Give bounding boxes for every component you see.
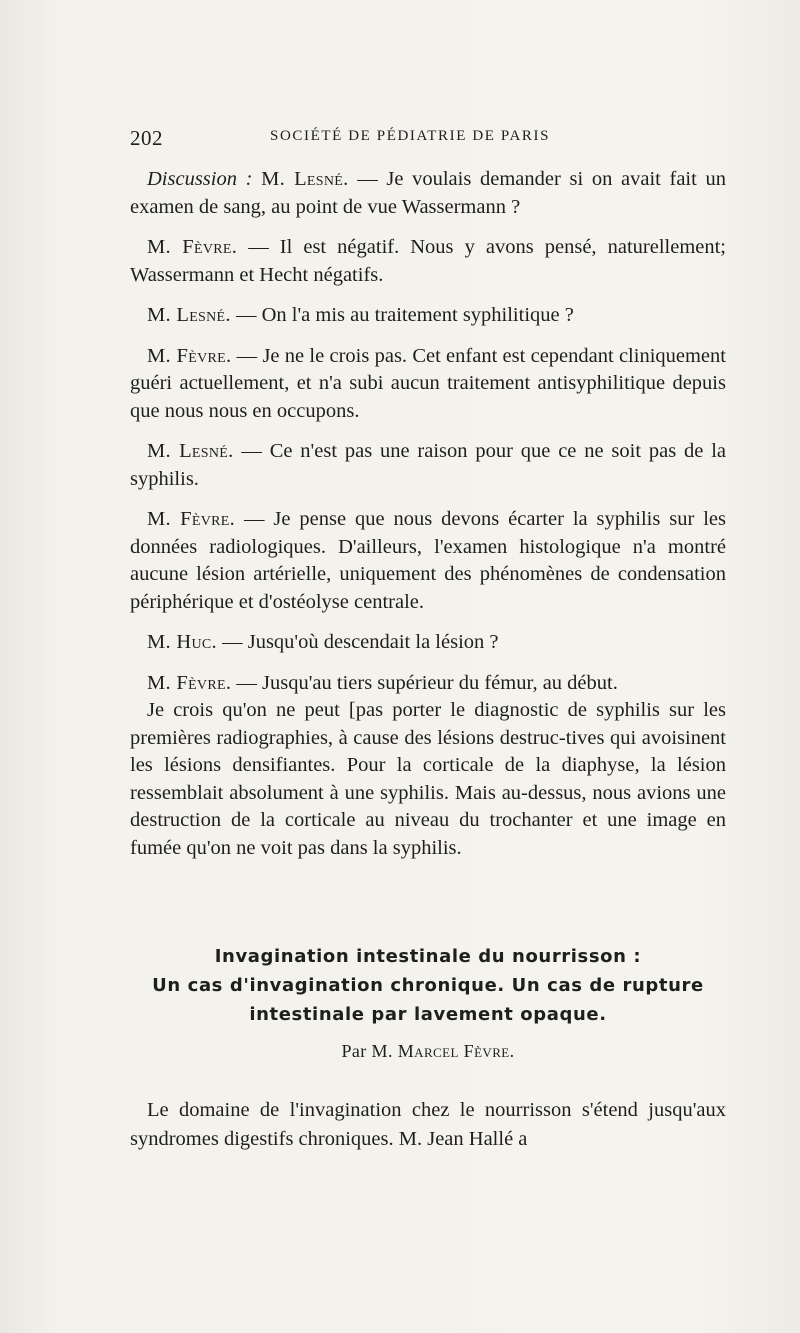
discussion-paragraph [130,670,726,698]
paragraph-text: Je crois qu'on ne peut [pas porter le diagnostic de syphilis sur les premières radiographies, à cause des lésions destruc-tives qui avoisinent les lésions densifiantes. Pour la corticale de la diaphyse, la lésion ressemblait absolument à une syphilis. Mais au-dessus, nous avions une destruction de la corticale au niveau du trochanter et une image en fumée qu'on ne voit pas dans la syphilis. [130,699,726,859]
discussion-paragraph [130,234,726,289]
paragraph-text: — Je voulais demander si on avait fait un examen de sang, au point de vue Wassermann ? [130,168,726,218]
speaker-name: M. Lesné. [261,168,349,190]
page-header [130,126,726,156]
discussion-label: Discussion : [147,168,253,190]
speaker-name: M. Huc. [147,631,217,653]
discussion-paragraph [130,343,726,426]
speaker-name: M. Fèvre. [147,671,232,694]
paragraph-text: — Je pense que nous devons écarter la syphilis sur les données radiologiques. D'ailleurs, l'examen histologique n'a montré aucune lésion artérielle, uniquement des phénomènes de condensation périphérique et d'ostéolyse centrale. [130,508,726,613]
author-prefix: Par M. [341,1041,398,1061]
article-title-line: Un cas d'invagination chronique. Un cas de rupture [152,975,704,996]
paragraph-text: — Jusqu'au tiers supérieur du fémur, au début. [231,671,618,694]
discussion-paragraph [130,697,726,862]
discussion-section [130,166,726,862]
article-title [130,942,726,1029]
author-name: Marcel Fèvre. [397,1041,515,1061]
article-author [130,1041,726,1062]
discussion-paragraph [130,302,726,330]
paragraph-text: — On l'a mis au traitement syphilitique ? [230,304,574,326]
paragraph-text: — Jusqu'où descendait la lésion ? [216,631,499,653]
paragraph-text: — Il est négatif. Nous y avons pensé, naturellement; Wassermann et Hecht négatifs. [130,236,726,286]
discussion-paragraph [130,166,726,221]
article-title-line: intestinale par lavement opaque. [249,1004,607,1025]
paragraph-text: — Je ne le crois pas. Cet enfant est cependant cliniquement guéri actuellement, et n'a subi aucun traitement antisyphilitique depuis que nous nous en occupons. [130,344,726,422]
article-body [130,1096,726,1154]
discussion-paragraph [130,438,726,493]
page-number: 202 [130,126,163,150]
article-paragraph: Le domaine de l'invagination chez le nourrisson s'étend jusqu'aux syndromes digestifs chroniques. M. Jean Hallé a [130,1099,726,1150]
discussion-paragraph [130,506,726,616]
speaker-name: M. Lesné. [147,304,231,326]
speaker-name: M. Fèvre. [147,344,232,367]
discussion-paragraph [130,629,726,657]
article-title-line: Invagination intestinale du nourrisson : [214,946,642,967]
paragraph-text: — Ce n'est pas une raison pour que ce ne soit pas de la syphilis. [130,440,726,490]
running-title: SOCIÉTÉ DE PÉDIATRIE DE PARIS [270,128,551,144]
speaker-name: M. Lesné. [147,440,234,462]
speaker-name: M. Fèvre. [147,508,236,530]
speaker-name: M. Fèvre. [147,236,238,258]
